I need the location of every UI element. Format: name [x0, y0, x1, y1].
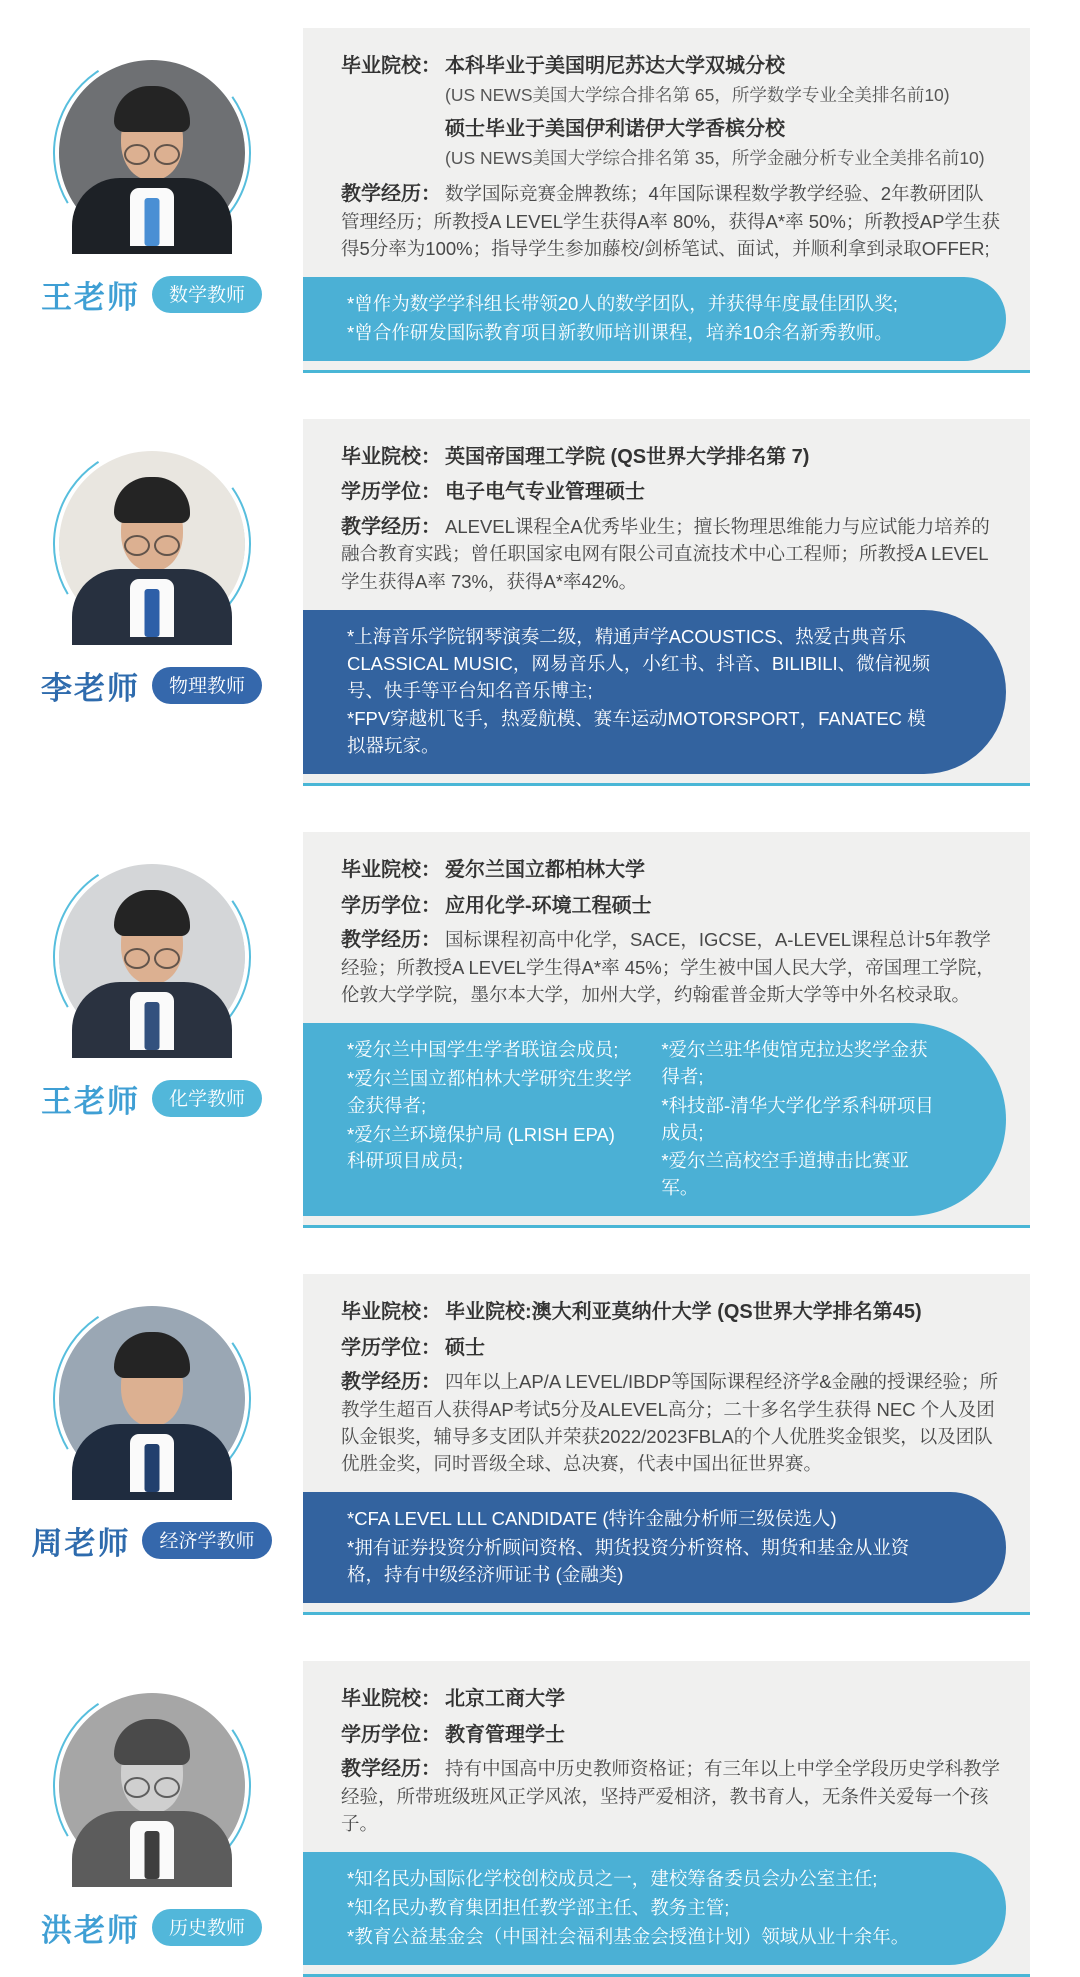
- teacher-name: 李老师: [40, 670, 140, 706]
- teacher-card-math: [0, 28, 1080, 373]
- avatar-glasses: [121, 948, 183, 968]
- teacher-avatar: [59, 1693, 245, 1879]
- subject-badge: 经济学教师: [142, 1522, 271, 1559]
- teacher-name: 周老师: [31, 1526, 131, 1562]
- highlight-item: *曾合作研发国际教育项目新教师培训课程，培养10余名新秀教师。: [347, 321, 893, 343]
- degree-value: 教育管理学士: [445, 1723, 565, 1746]
- experience-text: 四年以上AP/A LEVEL/IBDP等国际课程经济学&金融的授课经验；所教学生超百人获得AP考试5分及ALEVEL高分；二十多名学生获得 NEC 个人及团队金银奖，辅导多支团队并荣获2022/2023FBLA的个人优胜奖金银奖，以及团队优胜金奖，同时晋级全球、总决赛，代表中国出征世界赛。: [341, 1371, 999, 1475]
- avatar-hair: [114, 86, 190, 132]
- teacher-profile-column: [0, 28, 303, 317]
- highlight-item: *拥有证券投资分析顾问资格、期货投资分析资格、期货和基金从业资格，持有中级经济师证书 (金融类): [347, 1537, 910, 1586]
- school-row: [341, 1685, 1000, 1714]
- experience-row: [341, 927, 1000, 1009]
- school-value: 北京工商大学: [445, 1687, 565, 1710]
- degree-value: 电子电气专业管理硕士: [445, 481, 645, 504]
- teacher-name-row: [41, 1076, 262, 1121]
- highlight-item: *科技部-清华大学化学系科研项目成员;: [661, 1094, 934, 1143]
- school-row: [341, 1298, 1000, 1327]
- highlight-item: *爱尔兰环境保护局 (LRISH EPA) 科研项目成员;: [347, 1123, 615, 1172]
- highlight-item: *爱尔兰国立都柏林大学研究生奖学金获得者;: [347, 1067, 632, 1116]
- school-line: 本科毕业于美国明尼苏达大学双城分校: [445, 55, 785, 77]
- teacher-info-card: [303, 419, 1030, 786]
- experience-label: 教学经历：: [341, 183, 441, 205]
- highlight-item: *教育公益基金会（中国社会福利基金会授渔计划）领域从业十余年。: [347, 1925, 910, 1947]
- highlight-item: *上海音乐学院钢琴演奏二级，精通声学ACOUSTICS、热爱古典音乐CLASSICAL MUSIC，网易音乐人，小红书、抖音、BILIBILI、微信视频号、快手等平台知名音乐博主;: [347, 625, 931, 701]
- experience-label: 教学经历：: [341, 929, 441, 952]
- degree-label: 学历学位：: [341, 1723, 441, 1746]
- subject-badge: 历史教师: [152, 1909, 262, 1946]
- highlight-box: [303, 1492, 1006, 1602]
- teacher-name-row: [41, 1905, 262, 1950]
- teacher-name: 王老师: [40, 1083, 140, 1119]
- degree-label: 学历学位：: [341, 481, 441, 504]
- teacher-name-row: [41, 663, 262, 708]
- highlight-box: [303, 1023, 1006, 1216]
- experience-text: ALEVEL课程全A优秀毕业生；擅长物理思维能力与应试能力培养的融合教育实践；曾任职国家电网有限公司直流技术中心工程师；所教授A LEVEL学生获得A率 73%，获得A*率42%。: [341, 515, 990, 592]
- teacher-info-card: [303, 1274, 1030, 1615]
- school-row: [341, 856, 1000, 885]
- teacher-photo: [49, 441, 255, 647]
- avatar-glasses: [121, 535, 183, 555]
- avatar-hair: [114, 1332, 190, 1378]
- avatar-hair: [114, 477, 190, 523]
- experience-label: 教学经历：: [341, 515, 441, 538]
- teacher-card-physics: [0, 419, 1080, 786]
- teacher-card-history: [0, 1661, 1080, 1977]
- highlight-item: *CFA LEVEL LLL CANDIDATE (特许金融分析师三级侯选人): [347, 1508, 837, 1530]
- teacher-info-card: [303, 1661, 1030, 1977]
- avatar-hair: [114, 890, 190, 936]
- teacher-photo: [49, 854, 255, 1060]
- experience-row: [341, 1756, 1000, 1838]
- teacher-avatar: [59, 60, 245, 246]
- school-value: 毕业院校:澳大利亚莫纳什大学 (QS世界大学排名第45): [445, 1301, 922, 1324]
- highlight-item: *爱尔兰中国学生学者联谊会成员;: [347, 1039, 619, 1061]
- experience-row: [341, 514, 1000, 596]
- subject-badge: 物理教师: [152, 667, 262, 704]
- avatar-tie: [144, 1002, 159, 1050]
- teacher-photo: [49, 1296, 255, 1502]
- highlight-item: *知名民办教育集团担任教学部主任、教务主管;: [347, 1896, 730, 1918]
- highlight-item: *曾作为数学学科组长带领20人的数学团队，并获得年度最佳团队奖;: [347, 293, 898, 315]
- avatar-hair: [114, 1719, 190, 1765]
- experience-row: [341, 1369, 1000, 1478]
- school-label: 毕业院校：: [341, 1687, 441, 1710]
- school-label: 毕业院校：: [341, 1301, 441, 1324]
- teacher-avatar: [59, 864, 245, 1050]
- school-label: 毕业院校：: [341, 858, 441, 881]
- teacher-avatar: [59, 1306, 245, 1492]
- degree-row: [341, 892, 1000, 921]
- avatar-glasses: [121, 144, 183, 164]
- school-label: 毕业院校：: [341, 55, 441, 77]
- school-row: [341, 52, 1000, 177]
- degree-row: [341, 1721, 1000, 1750]
- teacher-profile-column: [0, 1661, 303, 1950]
- highlight-item: *爱尔兰驻华使馆克拉达奖学金获得者;: [661, 1039, 928, 1087]
- highlight-column: [661, 1035, 936, 1204]
- teacher-photo: [49, 1683, 255, 1889]
- degree-label: 学历学位：: [341, 894, 441, 917]
- school-line: 硕士毕业于美国伊利诺伊大学香槟分校: [445, 117, 785, 140]
- teacher-name: 洪老师: [40, 1912, 140, 1948]
- highlight-item: *爱尔兰高校空手道搏击比赛亚军。: [661, 1150, 910, 1199]
- teacher-name-row: [31, 1518, 271, 1563]
- teacher-info-card: [303, 832, 1030, 1228]
- degree-row: [341, 478, 1000, 507]
- teacher-profile-column: [0, 1274, 303, 1563]
- teacher-avatar: [59, 451, 245, 637]
- highlight-item: *知名民办国际化学校创校成员之一，建校筹备委员会办公室主任;: [347, 1868, 878, 1890]
- experience-text: 国标课程初高中化学，SACE，IGCSE，A-LEVEL课程总计5年教学经验；所教授A LEVEL学生得A*率 45%；学生被中国人民大学，帝国理工学院，伦敦大学学院，墨尔本大学，加州大学，约翰霍普金斯大学等中外名校录取。: [341, 929, 995, 1005]
- degree-value: 应用化学-环境工程硕士: [445, 894, 652, 917]
- experience-label: 教学经历：: [341, 1371, 441, 1394]
- highlight-box: [303, 1852, 1006, 1964]
- school-ranking-note: (US NEWS美国大学综合排名第 35，所学金融分析专业全美排名前10): [445, 147, 985, 168]
- school-value: 爱尔兰国立都柏林大学: [445, 858, 645, 881]
- avatar-glasses: [121, 1777, 183, 1797]
- teacher-profile-column: [0, 419, 303, 708]
- teacher-info-card: [303, 28, 1030, 373]
- experience-text: 数学国际竞赛金牌教练；4年国际课程数学教学经验、2年教研团队管理经历；所教授A LEVEL学生获得A率 80%，获得A*率 50%；所教授AP学生获得5分率为100%；指导学生参加藤校/剑桥笔试、面试，并顺利拿到录取OFFER;: [341, 183, 1000, 259]
- subject-badge: 数学教师: [152, 276, 262, 313]
- teacher-photo: [49, 50, 255, 256]
- experience-row: [341, 181, 1000, 263]
- highlight-box: [303, 610, 1006, 774]
- school-value: 英国帝国理工学院 (QS世界大学排名第 7): [445, 445, 810, 468]
- experience-text: 持有中国高中历史教师资格证；有三年以上中学全学段历史学科教学经验，所带班级班风正学风浓，坚持严爱相济，教书育人，无条件关爱每一个孩子。: [341, 1758, 1001, 1834]
- school-ranking-note: (US NEWS美国大学综合排名第 65，所学数学专业全美排名前10): [445, 85, 950, 105]
- teacher-name: 王老师: [40, 280, 140, 315]
- highlight-item: *FPV穿越机飞手，热爱航模、赛车运动MOTORSPORT，FANATEC 模拟器玩家。: [347, 708, 926, 757]
- teacher-profile-column: [0, 832, 303, 1121]
- degree-row: [341, 1334, 1000, 1363]
- avatar-tie: [144, 1831, 159, 1879]
- avatar-tie: [144, 198, 159, 246]
- school-lines: [445, 52, 1000, 177]
- school-row: [341, 443, 1000, 472]
- highlight-column: [347, 1035, 635, 1204]
- subject-badge: 化学教师: [152, 1080, 262, 1117]
- avatar-tie: [144, 1444, 159, 1492]
- degree-label: 学历学位：: [341, 1336, 441, 1359]
- degree-value: 硕士: [445, 1336, 485, 1359]
- teacher-card-chemistry: [0, 832, 1080, 1228]
- school-label: 毕业院校：: [341, 445, 441, 468]
- teacher-name-row: [41, 272, 262, 317]
- teacher-card-economics: [0, 1274, 1080, 1615]
- avatar-tie: [144, 589, 159, 637]
- highlight-box: [303, 277, 1006, 361]
- experience-label: 教学经历：: [341, 1758, 441, 1781]
